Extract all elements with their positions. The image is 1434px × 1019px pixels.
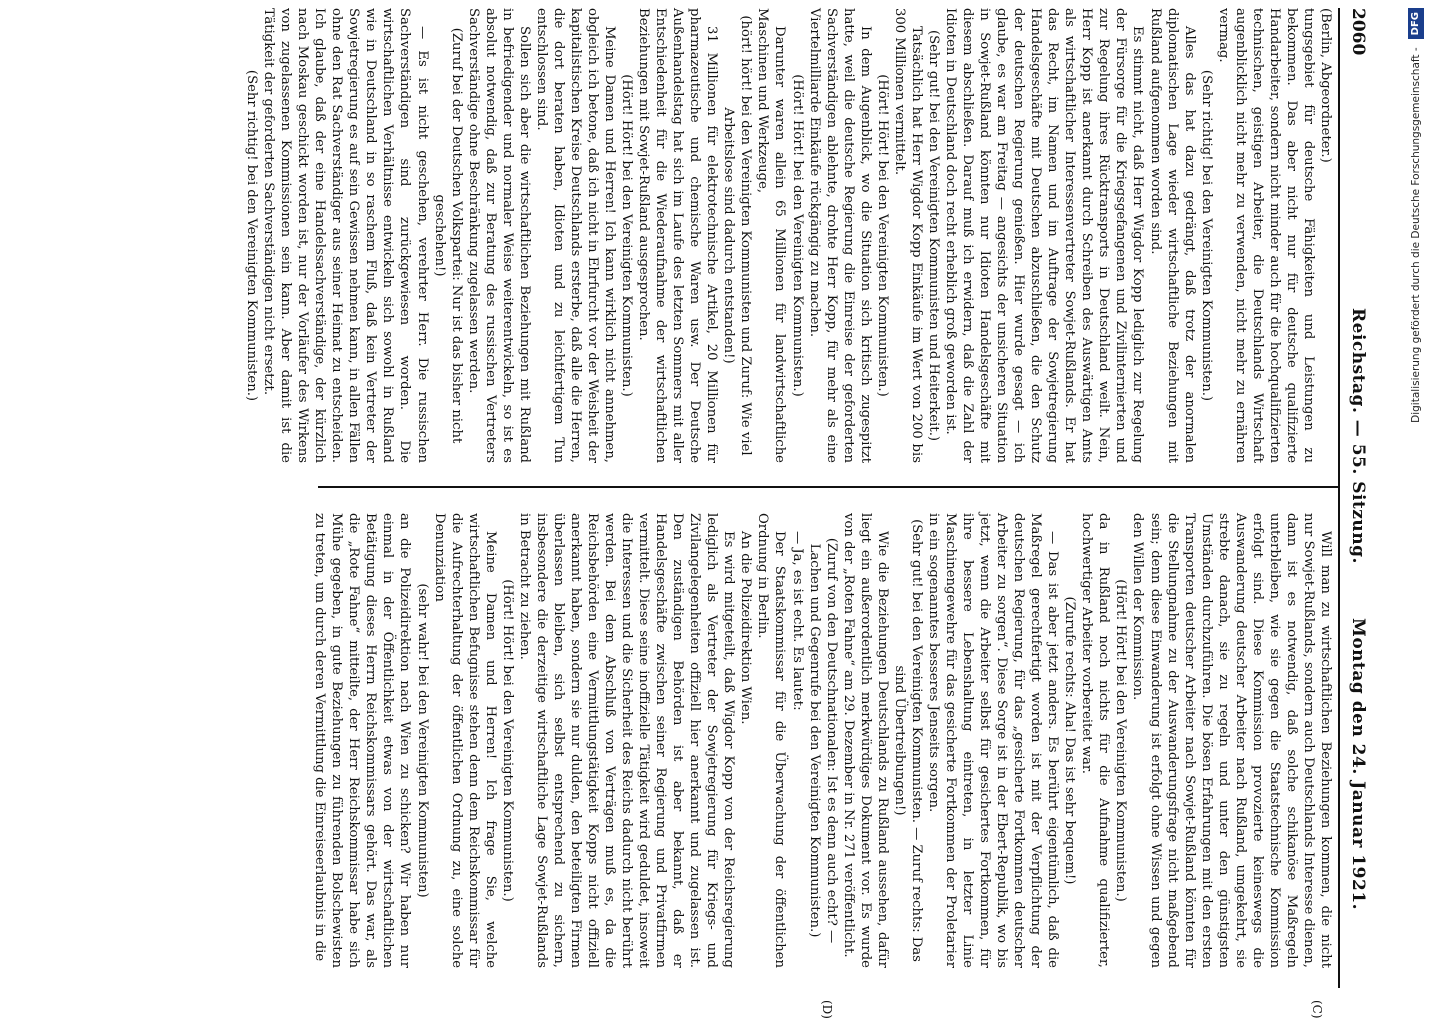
- paragraph: — Es ist nicht geschehen, verehrter Herr. Die russischen Sachverständigen sind zurückgewiesen worden. Die wirtschaftlichen Verhältnisse entwickeln sich sowohl in Rußland wie in Deutschland in so raschem Fluß, daß kein Vertreter der Sowjetregierung es auf sein Gewissen nehmen kann, in allen Fällen ohne den Rat Sachverständiger aus seiner Heimat zu entscheiden. Ich glaube, daß der eine Handelssachverständige, der kürzlich nach Moskau geschickt worden ist, nur der Vorläufer des Wirkens von zugelassenen Kommissionen sein kann. Aber damit ist die Tätigkeit der geforderten Sachverständigen nicht ersetzt.: [261, 8, 430, 463]
- paragraph: (Zuruf von den Deutschnationalen: Ist es denn auch echt? — Lachen und Gegenrufe bei den Vereinigten Kommunisten.): [806, 537, 839, 944]
- paragraph: — Ja, es ist echt. Es lautet:: [789, 531, 805, 711]
- page-number: 2060: [1348, 8, 1368, 56]
- paragraph: Will man zu wirtschaftlichen Beziehungen kommen, die nicht nur Sowjet-Rußlands, sondern auch Deutschlands Interesse dienen, dann ist es notwendig, daß solche schikanöse Maßregeln unterbleiben, wie sie gegen die Staatstechnische Kommission erfolgt sind. Diese Kommission provozierte keineswegs die Auswanderung deutscher Arbeiter nach Rußland, umgekehrt, sie strebte danach, sie zu regeln und unter den günstigsten Umständen durchzuführen. Die bösen Erfahrungen mit den ersten Transporten deutscher Arbeiter nach Sowjet-Rußland könnten für die Stellungnahme zu der Auswanderungsfrage nicht maßgebend sein; denn diese Einwanderung ist erfolgt ohne Wissen und gegen den Willen der Kommission.: [1130, 513, 1333, 968]
- paragraph: Wie die Beziehungen Deutschlands zu Rußland aussehen, dafür liegt ein außerordentlich merkwürdiges Dokument vor. Es wurde von der „Roten Fahne“ am 29. Dezember in Nr. 271 veröffentlicht.: [840, 513, 890, 968]
- paragraph: In dem Augenblick, wo die Situation sich kritisch zugespitzt hatte, weil die deutsche Regierung die Einreise der geforderten Sachverständigen ablehnte, drohte Herr Kopp, für mehr als eine Viertelmilliarde Einkäufe rückgängig zu machen.: [806, 8, 873, 463]
- paragraph: Meine Damen und Herren! Ich kann wirklich nicht annehmen, obgleich ich betone, daß ich nicht in Ehrfurcht vor der Weisheit der kapitalistischen Kreise Deutschlands ersterbe, daß alle die Herren, die dort beraten haben, Idioten und zu leichtfertigem Tun entschlossen sind.: [533, 8, 618, 463]
- paragraph: 31 Millionen für elektrotechnische Artikel, 20 Millionen für pharmazeutische und chemische Waren usw. Der Deutsche Außenhandelstag hat sich im Laufe des letzten Sommers mit aller Entschiedenheit für die Wiederaufnahme der wirtschaftlichen Beziehungen mit Sowjet-Rußland ausgesprochen.: [636, 8, 720, 463]
- paragraph: (Hört! Hört! bei den Vereinigten Kommunisten.): [499, 579, 515, 902]
- margin-letter-c: (C): [1310, 1000, 1324, 1019]
- document-page: [244, 8, 1374, 1019]
- page-header: [1338, 8, 1374, 988]
- paragraph: (Sehr richtig! bei den Vereinigten Kommunisten.): [244, 69, 260, 402]
- paragraph: (hört! hört! bei den Vereinigten Kommunisten und Zuruf: Wie viel Arbeitslose sind dadurch entstanden!): [721, 15, 754, 456]
- credit-text: Digitalisierung gefördert durch die Deutsche Forschungsgemeinschaft -: [1410, 47, 1422, 423]
- paragraph: — Das ist aber jetzt anders. Es berührt eigentümlich, daß die Maßregel gerechtfertigt worden ist mit der Verpflichtung der deutschen Regierung, für das „gesicherte Fortkommen deutscher Arbeiter zu sorgen“. Diese Sorge ist in der Ebert-Republik, wo bis jetzt, wenn die Arbeiter selbst für gesichertes Fortkommen, für ihre bessere Lebenshaltung eintreten, in letzter Linie Maschinengewehre für das gesicherte Fortkommen der Proletarier in ein sogenanntes besseres Jenseits sorgen.: [925, 513, 1061, 968]
- header-left: Reichstag. — 55. Sitzung.: [1348, 308, 1368, 564]
- paragraph: Es stimmt nicht, daß Herr Wigdor Kopp lediglich zur Regelung der Fürsorge für die Kriegsgefangenen und Zivilinternierten und zur Regelung ihres Rücktransports in Deutschland weilt. Nein, Herr Kopp ist anerkannt durch Schreiben des Auswärtigen Amts als wirtschaftlicher Interessenvertreter Sowjet-Rußlands. Er hat das Recht, im Namen und im Auftrage der Sowjetregierung Handelsgeschäfte mit Deutschen abzuschließen, die den Schutz der deutschen Regierung genießen. Hier wurde gesagt — ich glaube, es war am Freitag — angesichts der unsicheren Situation in Sowjet-Rußland könnten nur Idioten Handelsgeschäfte mit diesem abschließen. Darauf muß ich erwidern, daß die Zahl der Idioten in Deutschland doch recht erheblich groß geworden ist.: [942, 8, 1146, 463]
- paragraph: tungsgebiet für deutsche Fähigkeiten und Leistungen zu bekommen. Das aber nicht nur für deutsche qualifizierte Handarbeiter, sondern nicht minder auch für die hochqualifizierten technischen, geistigen Arbeiter, die Deutschlands Wirtschaft augenblicklich nicht mehr zu verwenden, nicht mehr zu ernähren vermag.: [1215, 8, 1316, 463]
- left-text-column: [244, 8, 1334, 463]
- paragraph: (Hört! Hört! bei den Vereinigten Kommunisten.): [619, 74, 635, 397]
- paragraph: Alles das hat dazu gedrängt, daß trotz der anormalen diplomatischen Lage wieder wirtschaftliche Beziehungen mit Rußland aufgenommen worden sind.: [1147, 8, 1197, 463]
- paragraph: (Hört! Hört! bei den Vereinigten Kommunisten.): [789, 74, 805, 397]
- paragraph: (Zurufe rechts: Aha! Das ist sehr bequem!): [1062, 596, 1078, 885]
- paragraph: (Sehr richtig! bei den Vereinigten Kommunisten.): [1198, 69, 1214, 402]
- paragraph: (sehr wahr! bei den Vereinigten Kommunisten): [414, 583, 430, 898]
- paragraph: (Hört! Hört! bei den Vereinigten Kommunisten.): [1113, 579, 1129, 902]
- right-text-column: [312, 513, 1334, 968]
- paragraph: da in Rußland noch nichts für die Aufnahme qualifizierter, hochwertiger Arbeiter vorbereitet war.: [1079, 513, 1112, 968]
- margin-letter-d: (D): [820, 1000, 834, 1019]
- paragraph: (Berlin, Abgeordneter.): [1318, 8, 1333, 163]
- paragraph: An die Polizeidirektion Wien.: [738, 531, 754, 725]
- paragraph: Darunter waren allein 65 Millionen für landwirtschaftliche Maschinen und Werkzeuge,: [755, 8, 788, 463]
- header-right: Montag den 24. Januar 1921.: [1348, 618, 1368, 911]
- paragraph: an die Polizeidirektion nach Wien zu schicken? Wir haben nur einmal in der Öffentlichkeit etwas von der wirtschaftlichen Betätigung dieses Herrn Reichskommissars gehört. Das war, als die „Rote Fahne“ mitteilte, der Herr Reichskommissar habe sich Mühe gegeben, in gute Beziehungen zu führenden Bolschewisten zu treten, um durch deren Vermittlung die Einreiseerlaubnis in die: [312, 513, 413, 968]
- paragraph: Der Staatskommissar für die Überwachung der öffentlichen Ordnung in Berlin.: [755, 513, 788, 968]
- paragraph: (Zuruf bei der Deutschen Volkspartei: Nur ist das bisher nicht geschehen!): [431, 27, 464, 444]
- paragraph: (Hört! Hört! bei den Vereinigten Kommunisten.): [874, 74, 890, 397]
- digitization-credit: [1404, 8, 1428, 992]
- paragraph: Meine Damen und Herren! Ich frage Sie, welche wirtschaftlichen Befugnisse stehen denn dem Reichskommissar für die Aufrechterhaltung der öffentlichen Ordnung zu, eine solche Denunziation: [431, 513, 498, 968]
- paragraph: Es wird mitgeteilt, daß Wigdor Kopp von der Reichsregierung lediglich als Vertreter der Sowjetregierung für Kriegs- und Zivilangelegenheiten offiziell hier anerkannt und zugelassen ist. Den zuständigen Behörden ist aber bekannt, daß er Handelsgeschäfte zwischen seiner Regierung und Privatfirmen vermittelt. Diese seine inoffizielle Tätigkeit wird geduldet, insoweit die Interessen und die Sicherheit des Reichs dadurch nicht berührt werden. Bei dem Abschluß von Verträgen muß es, da die Reichsbehörden eine Vermittlungstätigkeit Kopps nicht offiziell anerkannt haben, sondern sie nur dulden, den beteiligten Firmen überlassen bleiben, sich selbst entsprechend zu sichern, insbesondere die derzeitige wirtschaftliche Lage Sowjet-Rußlands in Betracht zu ziehen.: [516, 513, 737, 968]
- paragraph: Sollen sich aber die wirtschaftlichen Beziehungen mit Rußland in befriedigender und normaler Weise weiterentwickeln, so ist es absolut notwendig, daß zur Beratung des russischen Vertreters Sachverständige ohne Beschränkung zugelassen werden.: [465, 8, 532, 463]
- paragraph: (Sehr gut! bei den Vereinigten Kommunisten und Heiterkeit.): [925, 29, 941, 442]
- column-divider: [318, 486, 1338, 488]
- paragraph: (Sehr gut! bei den Vereinigten Kommunisten. — Zuruf rechts: Das sind Übertreibungen!): [891, 519, 924, 962]
- paragraph: Tatsächlich hat Herr Wigdor Kopp Einkäufe im Wert von 200 bis 300 Millionen vermittelt.: [891, 8, 924, 463]
- dfg-logo: DFG: [1408, 8, 1424, 39]
